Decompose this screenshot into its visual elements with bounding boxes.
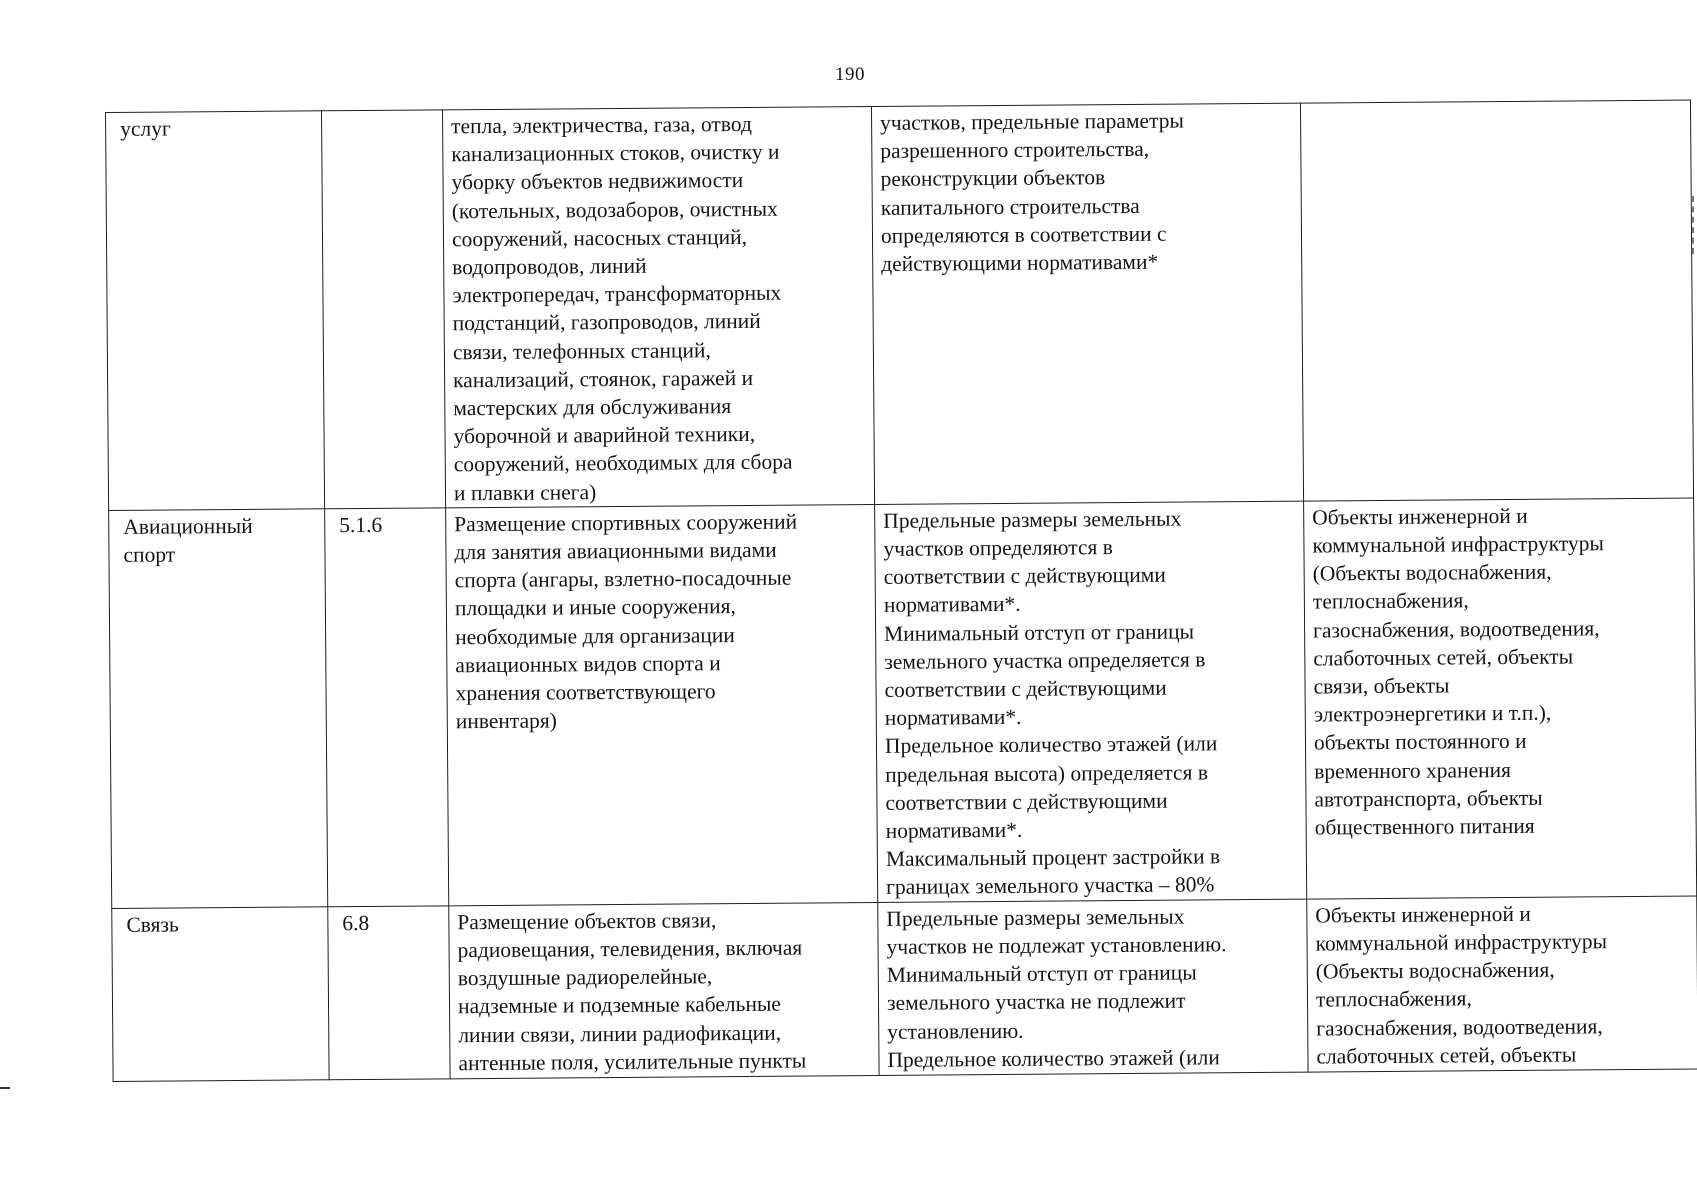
- table-row: [106, 100, 1694, 510]
- text-line: нормативами*.: [884, 705, 1022, 731]
- text-line: уборочной и аварийной техники,: [453, 422, 756, 449]
- text-line: площадки и иные сооружения,: [454, 594, 736, 621]
- text-line: капитального строительства: [880, 193, 1140, 220]
- text-line: участков, предельные параметры: [880, 108, 1184, 135]
- text-line: спорт: [123, 542, 176, 567]
- text-line: разрешенного строительства,: [880, 137, 1150, 164]
- cell-use-name: [112, 906, 329, 1081]
- page-number: 190: [835, 64, 865, 85]
- cell-use-code: [328, 906, 450, 1080]
- text-line: Объекты инженерной и: [1315, 901, 1531, 928]
- text-line: объекты постоянного и: [1313, 729, 1527, 755]
- text-line: авиационных видов спорта и: [455, 651, 721, 678]
- text-line: соответствии с действующими: [885, 788, 1168, 815]
- text-line: воздушные радиорелейные,: [457, 964, 713, 991]
- text-line: определяются в соответствии с: [880, 221, 1167, 248]
- text-line: 5.1.6: [339, 512, 383, 538]
- text-line: теплоснабжения,: [1315, 986, 1472, 1012]
- text-line: Объекты инженерной и: [1312, 503, 1528, 530]
- text-line: надземные и подземные кабельные: [457, 992, 782, 1019]
- text-line: Предельное количество этажей (или: [884, 731, 1218, 759]
- text-line: предельная высота) определяется в: [885, 760, 1209, 787]
- text-line: сооружений, насосных станций,: [451, 224, 748, 252]
- text-line: спорта (ангары, взлетно-посадочные: [454, 565, 792, 593]
- text-line: газоснабжения, водоотведения,: [1313, 615, 1600, 643]
- text-line: электроэнергетики и т.п.),: [1313, 700, 1552, 727]
- text-line: Предельное количество этажей (или: [887, 1044, 1220, 1072]
- cell-use-description: [449, 902, 879, 1078]
- text-line: участков определяются в: [883, 535, 1113, 561]
- text-line: (Объекты водоснабжения,: [1312, 559, 1552, 586]
- text-line: для занятия авиационными видами: [454, 537, 777, 565]
- text-line: услуг: [120, 116, 171, 141]
- text-line: линии связи, линии радиофикации,: [458, 1020, 782, 1047]
- cell-use-description: [442, 106, 874, 507]
- text-line: теплоснабжения,: [1312, 588, 1469, 614]
- text-line: Размещение объектов связи,: [457, 907, 717, 934]
- text-line: слаботочных сетей, объекты: [1316, 1042, 1577, 1069]
- text-line: электропередач, трансформаторных: [452, 280, 782, 308]
- text-line: подстанций, газопроводов, линий: [452, 309, 761, 336]
- text-line: мастерских для обслуживания: [453, 394, 732, 421]
- text-line: связи, объекты: [1313, 673, 1450, 699]
- text-line: 6.8: [342, 910, 370, 935]
- text-line: границах земельного участка – 80%: [886, 872, 1215, 900]
- text-line: канализационных стоков, очистку и: [451, 139, 780, 167]
- land-use-table: [105, 100, 1697, 1082]
- text-line: (котельных, водозаборов, очистных: [451, 196, 778, 223]
- text-line: хранения соответствующего: [455, 679, 716, 706]
- cell-parameters: [871, 103, 1303, 504]
- scan-edge-mark: [0, 1087, 10, 1089]
- cell-use-code: [325, 508, 449, 907]
- cell-auxiliary-uses: [1300, 100, 1693, 501]
- text-line: соответствии с действующими: [883, 562, 1166, 590]
- text-line: радиовещания, телевидения, включая: [457, 935, 803, 963]
- text-line: автотранспорта, объекты: [1314, 785, 1543, 812]
- text-line: Минимальный отступ от границы: [886, 960, 1197, 987]
- text-line: коммунальной инфраструктуры: [1315, 929, 1608, 956]
- cell-use-name: [106, 111, 325, 511]
- text-line: реконструкции объектов: [880, 165, 1106, 192]
- text-line: нормативами*.: [885, 817, 1023, 843]
- text-line: сооружений, необходимых для сбора: [453, 450, 793, 477]
- text-line: общественного питания: [1314, 813, 1535, 840]
- text-line: Размещение спортивных сооружений: [454, 509, 798, 537]
- cell-use-description: [446, 504, 878, 905]
- text-line: (Объекты водоснабжения,: [1315, 957, 1555, 984]
- text-line: нормативами*.: [883, 592, 1021, 618]
- text-line: земельного участка не подлежит: [886, 988, 1186, 1016]
- text-line: тепла, электричества, газа, отвод: [451, 111, 752, 139]
- text-line: соответствии с действующими: [884, 675, 1167, 702]
- text-line: связи, телефонных станций,: [452, 337, 711, 364]
- text-line: антенные поля, усилительные пункты: [458, 1048, 807, 1075]
- text-line: слаботочных сетей, объекты: [1313, 644, 1574, 671]
- text-line: установлению.: [887, 1018, 1024, 1044]
- scan-edge-mark-right: [1692, 196, 1696, 254]
- text-line: инвентаря): [455, 708, 557, 734]
- text-line: [336, 112, 436, 113]
- cell-auxiliary-uses: [1307, 896, 1697, 1072]
- text-line: действующими нормативами*: [881, 249, 1159, 276]
- cell-use-code: [321, 110, 445, 509]
- table-row: [112, 896, 1697, 1081]
- text-line: газоснабжения, водоотведения,: [1316, 1013, 1603, 1041]
- text-line: водопроводов, линий: [452, 253, 647, 280]
- text-line: участков не подлежат установлению.: [886, 932, 1227, 959]
- text-line: Предельные размеры земельных: [883, 506, 1182, 533]
- cell-parameters: [875, 501, 1307, 902]
- text-line: уборку объектов недвижимости: [451, 168, 744, 195]
- text-line: Связь: [126, 912, 179, 937]
- text-line: Авиационный: [123, 513, 253, 539]
- table-row: [109, 498, 1697, 908]
- text-line: Максимальный процент застройки в: [885, 844, 1221, 872]
- text-line: и плавки снега): [453, 479, 597, 505]
- text-line: временного хранения: [1314, 757, 1512, 784]
- text-line: коммунальной инфраструктуры: [1312, 531, 1604, 558]
- cell-use-name: [109, 509, 328, 909]
- text-line: канализаций, стоянок, гаражей и: [453, 365, 754, 393]
- cell-auxiliary-uses: [1304, 498, 1697, 899]
- cell-parameters: [878, 899, 1308, 1075]
- text-line: земельного участка определяется в: [884, 647, 1206, 674]
- text-line: Минимальный отступ от границы: [884, 619, 1195, 646]
- text-line: Предельные размеры земельных: [886, 904, 1185, 931]
- text-line: необходимые для организации: [455, 622, 735, 649]
